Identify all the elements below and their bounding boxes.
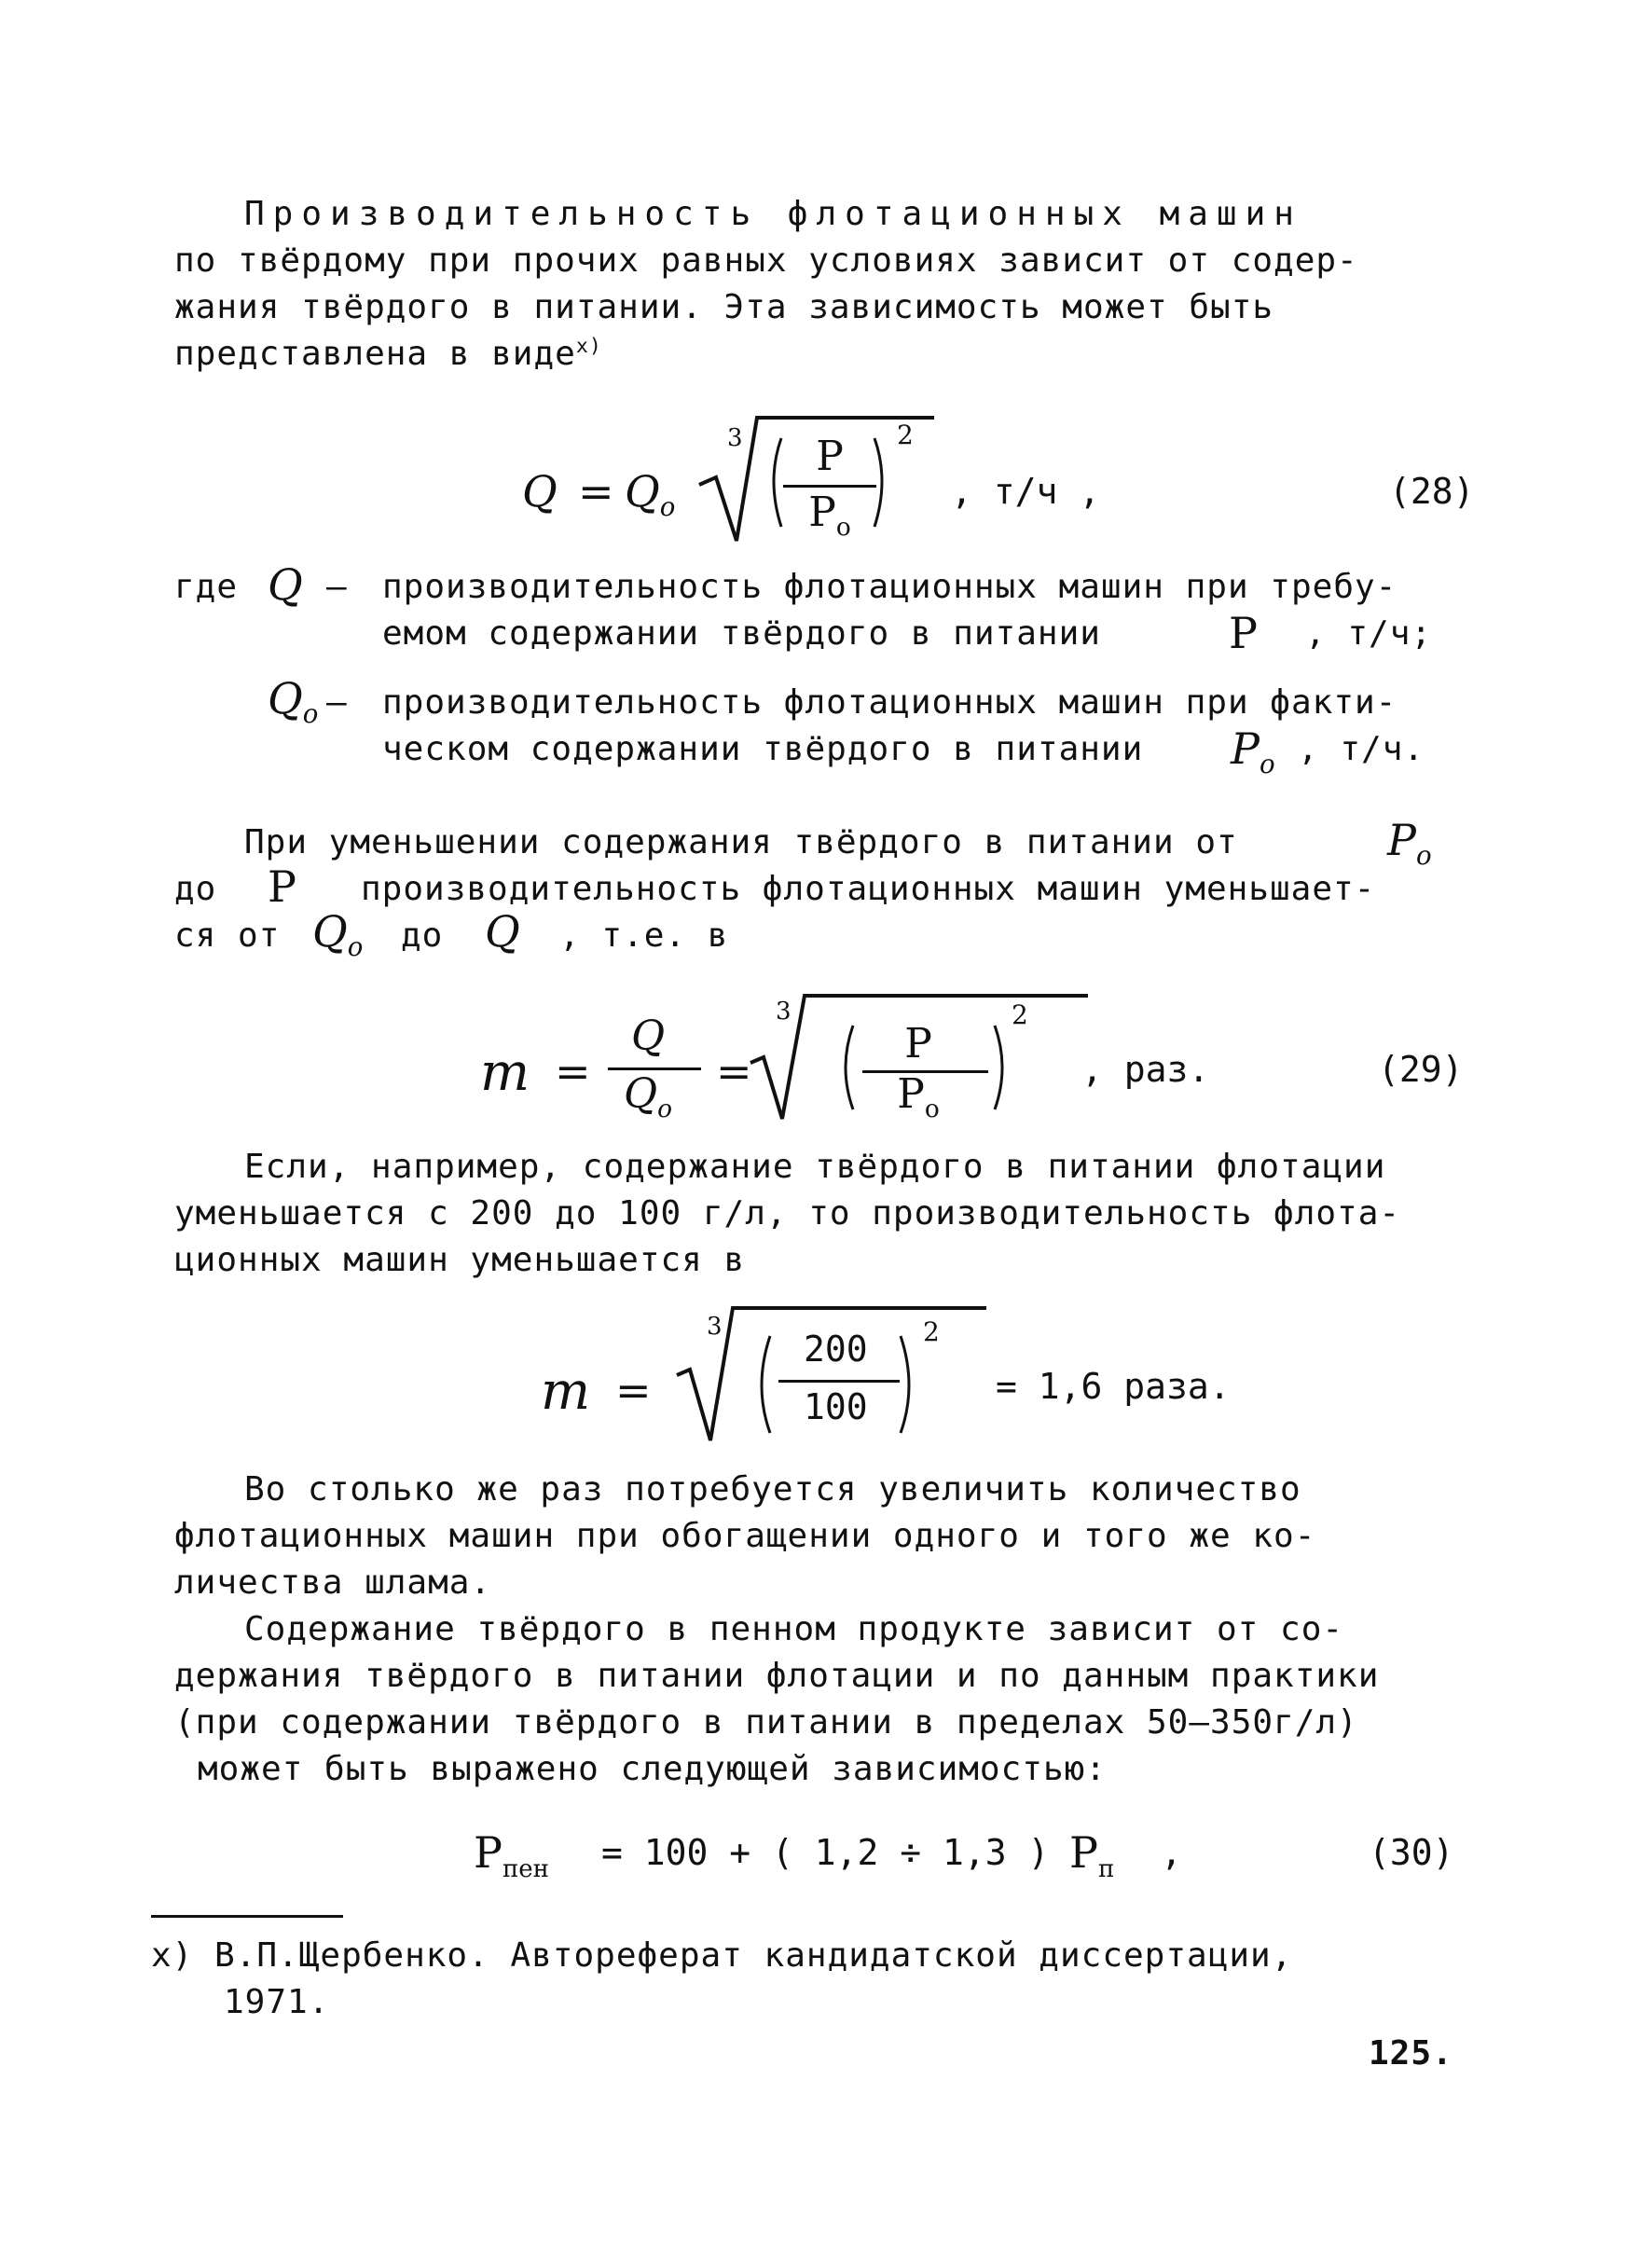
para2-line-3-a: ся от	[174, 916, 281, 955]
intro-line-4: представлена в виде$^{x)}$	[174, 335, 602, 373]
para2-line-3-b: до	[401, 916, 444, 955]
eq28-number: (28)	[1389, 471, 1475, 512]
para3-line-1: Если, например, содержание твёрдого в питании флотации	[244, 1148, 1386, 1186]
example-root-index: 3	[707, 1313, 723, 1341]
para5-line-3: (при содержании твёрдого в питании в пределах 50–350г/л)	[174, 1703, 1358, 1742]
eq28-Q: Q	[522, 466, 558, 516]
eq29-root-index: 3	[776, 998, 792, 1026]
footnote-rule	[151, 1915, 343, 1918]
para4-line-1: Во столько же раз потребуется увеличить количество	[244, 1470, 1301, 1508]
eq29-unit: , раз.	[1081, 1049, 1210, 1090]
intro-line-1: Производительность флотационных машин	[244, 195, 1302, 233]
intro-line-2: по твёрдому при прочих равных условиях зависит от содер-	[174, 241, 1358, 280]
footnote-mark: x)	[575, 335, 602, 358]
def2-symbol-P0: $P_o$	[1231, 723, 1275, 780]
eq30-expression: = 100 + ( 1,2 ÷ 1,3 )	[601, 1832, 1050, 1873]
eq29-inner-fraction-bar	[862, 1070, 988, 1073]
para2-line-2-b: производительность флотационных машин уменьшает-	[361, 870, 1376, 908]
def1-dash: –	[326, 568, 348, 606]
eq30-number: (30)	[1369, 1832, 1454, 1873]
example-power: 2	[923, 1316, 940, 1347]
def2-symbol: $Q_o$	[268, 673, 319, 730]
def1-tail: , т/ч;	[1305, 614, 1433, 653]
eq28-fraction-bar	[783, 485, 876, 488]
footnote-line-2: 1971.	[224, 1983, 330, 2021]
eq29-inner-denominator: $P_o$	[897, 1070, 940, 1123]
example-radical-sign	[671, 1301, 993, 1454]
para3-line-2: уменьшается с 200 до 100 г/л, то производительность флота-	[174, 1194, 1401, 1233]
eq30-comma: ,	[1161, 1832, 1182, 1873]
para4-line-3: личества шлама.	[174, 1563, 492, 1602]
intro-line-3: жания твёрдого в питании. Эта зависимость может быть	[174, 288, 1274, 326]
para2-line-2-a: до	[174, 870, 217, 908]
eq28-root-index: 3	[727, 424, 743, 452]
eq29-equals: =	[555, 1046, 591, 1096]
para2-line-3-c: , т.е. в	[559, 916, 729, 955]
eq29-inner-numerator: P	[904, 1020, 932, 1067]
eq28-Q0: $Q_o$	[625, 466, 676, 523]
def1-line-2: емом содержании твёрдого в питании	[382, 614, 1101, 653]
footnote-line-1: x) В.П.Щербенко. Автореферат кандидатской диссертации,	[151, 1936, 1293, 1975]
example-fraction-bar	[778, 1380, 900, 1383]
eq29-m: m	[480, 1042, 530, 1103]
para2-line-1: При уменьшении содержания твёрдого в питании от	[244, 823, 1238, 861]
def2-line-1: производительность флотационных машин при факти-	[382, 683, 1397, 722]
para2-P0: $P_o$	[1387, 815, 1432, 872]
example-equals: =	[615, 1365, 652, 1415]
def2-tail: , т/ч.	[1298, 730, 1425, 768]
para2-Q0: $Q_o$	[312, 906, 364, 963]
def2-dash: –	[326, 683, 348, 722]
def2-line-2: ческом содержании твёрдого в питании	[382, 730, 1144, 768]
def1-symbol: Q	[268, 559, 303, 610]
def1-symbol-P: P	[1229, 608, 1258, 658]
para3-line-3: ционных машин уменьшается в	[174, 1241, 746, 1279]
def1-line-1: производительность флотационных машин при требу-	[382, 568, 1397, 606]
example-denominator: 100	[804, 1386, 868, 1427]
example-m: m	[541, 1361, 591, 1422]
para5-line-1: Содержание твёрдого в пенном продукте зависит от со-	[244, 1610, 1344, 1648]
para2-Q: Q	[485, 906, 520, 957]
para5-line-2: держания твёрдого в питании флотации и по данным практики	[174, 1657, 1380, 1695]
eq29-numerator: Q	[630, 1012, 666, 1060]
eq30-P: $P_{пен}$	[474, 1827, 549, 1884]
para2-P: P	[268, 861, 296, 912]
eq30-P2: $P_п$	[1069, 1827, 1115, 1884]
eq28-power: 2	[897, 420, 914, 450]
eq29-number: (29)	[1378, 1049, 1464, 1090]
eq29-denominator: $Q_o$	[624, 1070, 672, 1123]
para5-line-4: может быть выражено следующей зависимостью:	[198, 1750, 1107, 1788]
eq28-denominator: $P_o$	[808, 489, 851, 542]
page-number: 125.	[1369, 2034, 1453, 2073]
eq28-unit: , т/ч ,	[951, 471, 1101, 512]
example-numerator: 200	[804, 1329, 868, 1370]
eq28-equals: =	[578, 466, 614, 516]
where-word: где	[174, 568, 239, 606]
eq29-equals-2: =	[716, 1046, 752, 1096]
eq29-power: 2	[1012, 999, 1028, 1030]
example-result: = 1,6 раза.	[996, 1366, 1231, 1407]
para4-line-2: флотационных машин при обогащении одного и того же ко-	[174, 1517, 1316, 1555]
eq28-numerator: P	[816, 433, 844, 480]
